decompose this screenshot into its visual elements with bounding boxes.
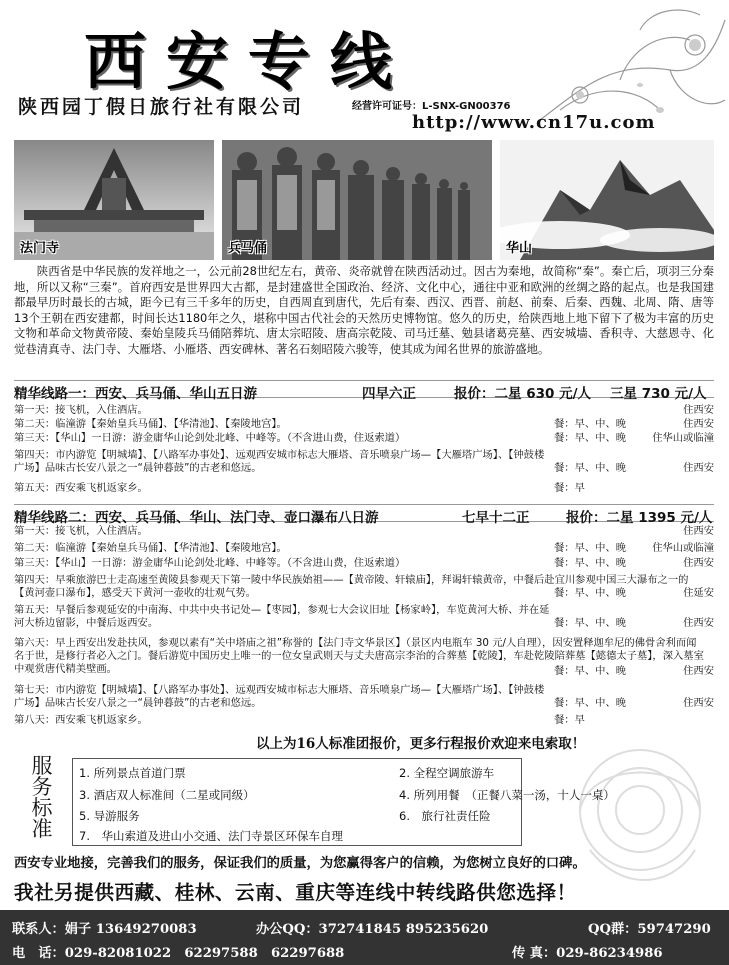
route2-day [14, 574, 714, 602]
day-stay: 住华山或临潼 [652, 432, 714, 444]
day-stay: 住西安 [683, 557, 714, 569]
service-item: 7. 华山索道及进山小交通、法门寺景区环保车自理 [79, 829, 343, 843]
day-stay: 住华山或临潼 [652, 542, 714, 554]
day-stay: 住西安 [683, 525, 714, 537]
day-text: 第七天：市内游览【明城墙】、【八路军办事处】、远观西安城市标志大雁塔、音乐喷泉广场—【大雁塔广场】、【钟鼓楼广场】品味古长安八景之一“晨钟暮鼓”的古老和悠远。 [14, 684, 545, 709]
route1-day [14, 418, 714, 431]
route1-name: 精华线路一：西安、兵马俑、华山五日游 [14, 386, 257, 402]
fax-number: 传 真：029-86234986 [512, 946, 663, 961]
service-item: 2. 全程空调旅游车 [399, 766, 495, 780]
day-text: 第四天：早乘旅游巴士走高速至黄陵县参观天下第一陵中华民族始祖——【黄帝陵、轩辕庙】，拜谒轩辕黄帝，中餐后赴宜川参观中国三大瀑布之一的【黄河壶口瀑布】，感受天下黄河一壶收的壮观气势。 [14, 574, 689, 599]
photo-caption: 华山 [506, 241, 533, 256]
service-item: 3. 酒店双人标准间（二星或同级） [79, 788, 255, 802]
route1-header [14, 380, 714, 402]
day-meal: 餐：早、中、晚 [554, 587, 627, 599]
route1-day [14, 404, 714, 417]
route1-transport: 四早六正 [362, 386, 416, 402]
license-number: 经营许可证号：L-SNX-GN00376 [352, 101, 511, 112]
route2-name: 精华线路二：西安、兵马俑、华山、法门寺、壶口瀑布八日游 [14, 510, 379, 526]
photo-strip [14, 140, 714, 260]
photo-famen-temple [14, 140, 214, 260]
day-text: 第三天：【华山】一日游：游金庸华山论剑处北峰、中峰等。（不含进山费，住返索道） [14, 432, 406, 444]
contact-person: 联系人：娟子 13649270083 [12, 922, 197, 937]
day-meal: 餐：早、中、晚 [554, 665, 627, 677]
route2-day [14, 542, 714, 555]
day-text: 第一天：接飞机，入住酒店。 [14, 404, 148, 416]
photo-caption: 兵马俑 [228, 241, 268, 256]
day-meal: 餐：早、中、晚 [554, 418, 627, 430]
day-text: 第四天：市内游览【明城墙】、【八路军办事处】、远观西安城市标志大雁塔、音乐喷泉广场—【大雁塔广场】、【钟鼓楼广场】品味古长安八景之一“晨钟暮鼓”的古老和悠远。 [14, 449, 545, 474]
service-label-char: 准 [31, 817, 53, 841]
company-name: 陕西园丁假日旅行社有限公司 [18, 96, 305, 118]
day-text: 第六天：早上西安出发赴扶风，参观以素有“关中塔庙之祖”称誉的【法门寺文华景区】（景区内电瓶车 30 元/人自理），因安置释迦牟尼的佛骨舍利而闻名于世，是修行者必入之门。餐后游览中国历史上唯一的一位女皇武则天与丈夫唐高宗李治的合葬墓【乾陵】，车赴乾陵陪葬墓【懿德太子墓】，深入墓室中观赏唐代精美壁画。 [14, 637, 704, 675]
service-label-char: 标 [31, 796, 53, 820]
day-text: 第三天：【华山】一日游：游金庸华山论剑处北峰、中峰等。（不含进山费，住返索道） [14, 557, 406, 569]
service-item: 4. 所列用餐 （正餐八菜一汤，十人一桌） [399, 788, 615, 802]
day-meal: 餐：早、中、晚 [554, 542, 627, 554]
route2-day [14, 525, 714, 538]
photo-terracotta-army [222, 140, 492, 260]
photo-caption: 法门寺 [20, 241, 60, 256]
service-standard-box [72, 758, 615, 846]
day-text: 第五天：西安乘飞机返家乡。 [14, 482, 148, 494]
day-stay: 住西安 [683, 418, 714, 430]
day-stay: 住西安 [683, 617, 714, 629]
route1-day [14, 432, 714, 445]
day-stay: 住延安 [683, 587, 714, 599]
service-item: 5. 导游服务 [79, 809, 140, 823]
price-note: 以上为16人标准团报价，更多行程报价欢迎来电索取！ [256, 736, 586, 752]
day-text: 第八天：西安乘飞机返家乡。 [14, 714, 148, 726]
day-meal: 餐：早、中、晚 [554, 697, 627, 709]
route2-day [14, 557, 714, 570]
intro-paragraph: 陕西省是中华民族的发祥地之一，公元前28世纪左右，黄帝、炎帝就曾在陕西活动过。因古为秦地，故简称“秦”。秦亡后，项羽三分秦地，所以又称“三秦”。首府西安是世界四大古都，是封建盛世全国政治、经济、文化中心，通往中亚和欧洲的丝绸之路的起点。也是我国建都最早历时最长的古城，距今已有三千多年的历史，自西周直到唐代，先后有秦、西汉、西晋、前赵、前秦、后秦、西魏、北周、隋、唐等13个王朝在西安建都，时间长达1180年之久，堪称中国古代社会的天然历史博物馆。悠久的历史，给陕西地上地下留下了极为丰富的历史文物和革命文物黄帝陵、秦始皇陵兵马俑陪葬坑、唐太宗昭陵、唐高宗乾陵、司马迁墓、勉县诸葛亮墓、西安城墙、香积寺、大慈恩寺、化觉巷清真寺、法门寺、大雁塔、小雁塔、西安碑林、著名石刻昭陵六骏等，使其成为闻名世界的旅游盛地。 [14, 264, 714, 356]
route2-price: 报价：二星 1395 元/人 [566, 510, 713, 526]
route1-price-3star: 三星 730 元/人 [610, 386, 707, 402]
header [0, 0, 729, 135]
day-text: 第二天：临潼游【秦始皇兵马俑】、【华清池】、【秦陵地宫】。 [14, 418, 287, 430]
day-text: 第五天：早餐后参观延安的中南海、中共中央书记处—【枣园】，参观七大会议旧址【杨家岭】，车览黄河大桥、并在延河大桥边留影，中餐后返西安。 [14, 604, 550, 629]
day-meal: 餐：早、中、晚 [554, 432, 627, 444]
route2-day [14, 714, 714, 727]
website-url: http://www.cn17u.com [412, 112, 656, 133]
route2-transport: 七早十二正 [462, 510, 530, 526]
route1-day [14, 482, 714, 495]
page-title: 西安专线 [84, 25, 413, 98]
service-item: 6. 旅行社责任险 [399, 809, 491, 823]
day-meal: 餐：早、中、晚 [554, 557, 627, 569]
day-meal: 餐：早、中、晚 [554, 617, 627, 629]
slogan-secondary: 我社另提供西藏、桂林、云南、重庆等连线中转线路供您选择！ [14, 881, 577, 904]
day-meal: 餐：早 [554, 482, 585, 494]
contact-footer [0, 910, 729, 965]
route2-day [14, 637, 714, 679]
office-qq: 办公QQ：372741845 895235620 [256, 922, 489, 937]
service-label-char: 服 [31, 754, 53, 778]
phone-numbers: 电 话：029-82081022 62297588 62297688 [12, 946, 345, 961]
service-item: 1. 所列景点首道门票 [79, 766, 186, 780]
photo-huashan [500, 140, 714, 260]
day-meal: 餐：早、中、晚 [554, 462, 627, 474]
route2-header [14, 504, 714, 526]
day-stay: 住西安 [683, 665, 714, 677]
qq-group: QQ群：59747290 [588, 922, 711, 937]
route1-day [14, 449, 714, 477]
day-stay: 住西安 [683, 404, 714, 416]
route1-price-2star: 报价：二星 630 元/人 [454, 386, 592, 402]
day-meal: 餐：早 [554, 714, 585, 726]
service-label-char: 务 [31, 775, 53, 799]
route2-day [14, 604, 714, 632]
day-text: 第一天：接飞机，入住酒店。 [14, 525, 148, 537]
slogan-primary: 西安专业地接，完善我们的服务，保证我们的质量，为您赢得客户的信赖，为您树立良好的口碑。 [14, 856, 586, 871]
day-text: 第二天：临潼游【秦始皇兵马俑】、【华清池】、【秦陵地宫】。 [14, 542, 287, 554]
day-stay: 住西安 [683, 697, 714, 709]
day-stay: 住西安 [683, 462, 714, 474]
route2-day [14, 684, 714, 712]
service-standard-label [22, 756, 62, 840]
